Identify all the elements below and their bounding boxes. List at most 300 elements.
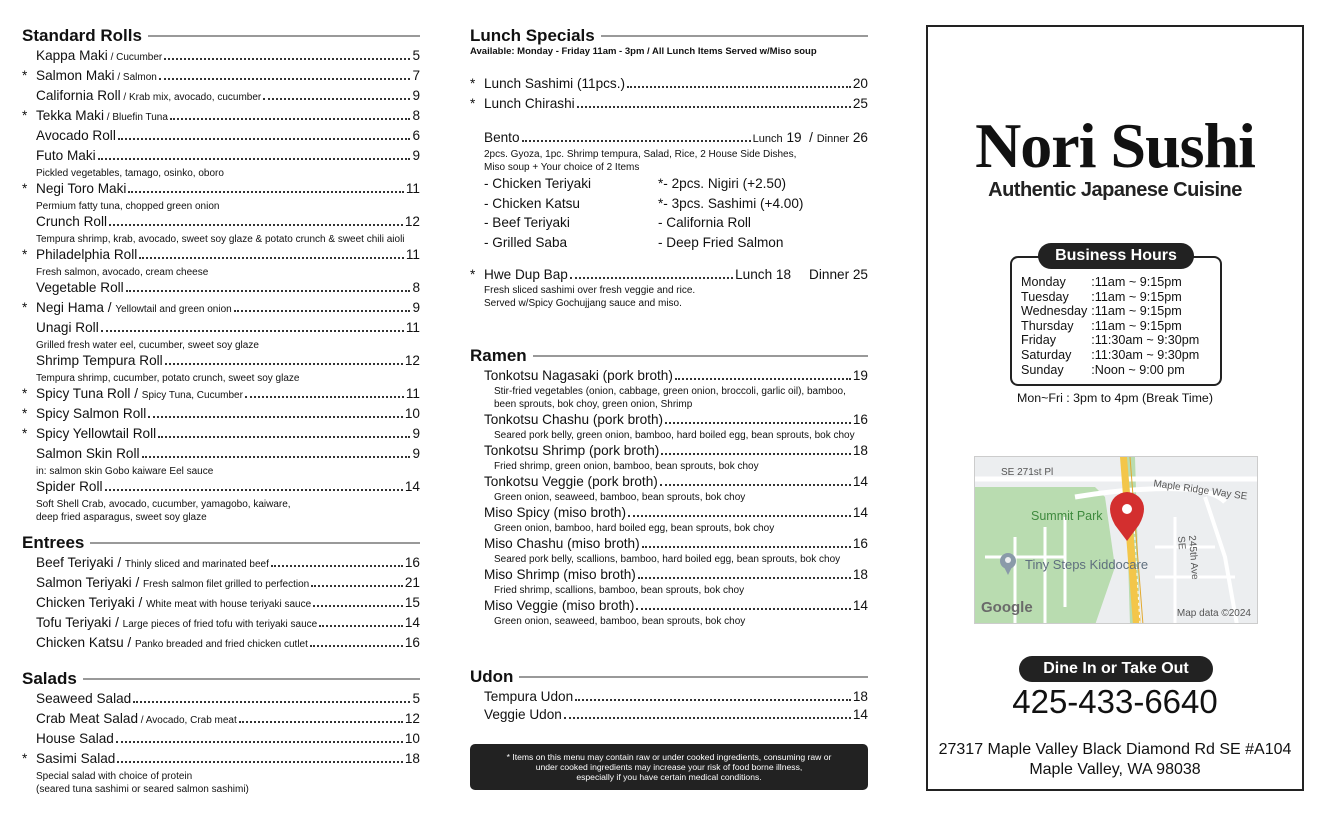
- item-desc: Pickled vegetables, tamago, osinko, oboro: [36, 168, 224, 179]
- menu-item-row: [36, 425, 420, 445]
- restaurant-name: Nori Sushi: [975, 110, 1255, 181]
- item-name-text: Lunch Chirashi: [484, 96, 575, 111]
- item-price: 12: [404, 353, 420, 368]
- menu-item-row: [36, 478, 420, 498]
- item-name: [484, 688, 573, 706]
- info-panel: [926, 25, 1304, 791]
- item-price: 16: [404, 635, 420, 650]
- hours-time: 11:30am ~ 9:30pm: [1094, 347, 1200, 362]
- item-name-text: Unagi Roll: [36, 320, 99, 335]
- menu-item-row: [484, 75, 868, 95]
- item-name: [484, 597, 634, 615]
- item-desc: Seared pork belly, scallions, bamboo, hard boiled egg, bean sprouts, bok choy: [494, 554, 841, 565]
- item-desc: Seared pork belly, green onion, bamboo, hard boiled egg, bean sprouts, bok choy: [494, 430, 855, 441]
- hwe-dup-bap-item: [470, 266, 868, 310]
- item-name: [36, 180, 126, 200]
- item-name: [36, 425, 156, 445]
- menu-item-row: [484, 597, 868, 615]
- item-price: 11: [405, 386, 420, 401]
- item-name: [484, 473, 658, 491]
- menu-item-row: [484, 367, 868, 385]
- street-label: SE 271st Pl: [1001, 467, 1054, 478]
- item-name-text: Vegetable Roll: [36, 280, 124, 295]
- item-name: [484, 566, 636, 584]
- item-price: 14: [852, 707, 868, 722]
- item-name-text: Salmon Maki: [36, 68, 115, 83]
- item-desc: Fresh sliced sashimi over fresh veggie and rice.: [484, 285, 696, 296]
- item-name-text: Seaweed Salad: [36, 691, 132, 706]
- lunch-list: [470, 75, 868, 115]
- bento-lunch-price: 19: [786, 130, 802, 145]
- item-name: [36, 634, 308, 654]
- section-title: Salads: [22, 669, 77, 688]
- bento-item: [470, 129, 868, 252]
- item-price: 11: [405, 320, 420, 335]
- item-price: 12: [404, 711, 420, 726]
- menu-item-row: [36, 750, 420, 770]
- item-name-text: Chicken Katsu /: [36, 635, 135, 650]
- menu-item-row: [36, 405, 420, 425]
- item-name-text: Miso Veggie (miso broth): [484, 598, 635, 613]
- bento-option: - Chicken Teriyaki: [484, 176, 592, 191]
- hours-sep: :: [1091, 289, 1095, 304]
- bento-option: - Beef Teriyaki: [484, 215, 570, 230]
- item-name: [484, 95, 575, 115]
- menu-item-row: [36, 213, 420, 233]
- disclaimer-line: especially if you have certain medical conditions.: [576, 772, 762, 782]
- udon-list: [470, 688, 868, 724]
- item-name-text: Negi Toro Maki: [36, 181, 127, 196]
- menu-item: [22, 127, 420, 147]
- item-name-text: Tofu Teriyaki /: [36, 615, 123, 630]
- item-name-text: Tonkotsu Nagasaki (pork broth): [484, 368, 673, 383]
- item-name-text: Spicy Tuna Roll /: [36, 386, 142, 401]
- park-label: Summit Park: [1031, 509, 1103, 523]
- item-name: [36, 385, 243, 405]
- item-desc: in: salmon skin Gobo kaiware Eel sauce: [36, 466, 214, 477]
- menu-item: [470, 566, 868, 597]
- hours-row: [1021, 333, 1199, 348]
- star-marker: *: [22, 406, 28, 421]
- item-name: [36, 405, 146, 425]
- hours-sep: :: [1091, 318, 1095, 333]
- entrees-section: [22, 532, 420, 654]
- item-name: [484, 442, 659, 460]
- menu-item-row: [36, 246, 420, 266]
- bento-lunch-label: Lunch: [752, 133, 783, 145]
- hours-title: Business Hours: [1038, 243, 1194, 269]
- item-desc: Tempura shrimp, krab, avocado, sweet soy glaze & potato crunch & sweet chili aioli: [36, 234, 405, 245]
- hours-time: 11:30am ~ 9:30pm: [1094, 333, 1200, 348]
- item-price: 9: [412, 300, 420, 315]
- section-title: Entrees: [22, 533, 85, 552]
- hours-row: [1021, 290, 1199, 305]
- item-price: 18: [852, 689, 868, 704]
- item-desc: Green onion, seaweed, bamboo, bean sprouts, bok choy: [494, 616, 746, 627]
- item-name-text: Miso Spicy (miso broth): [484, 505, 627, 520]
- item-name: [36, 319, 99, 339]
- star-marker: *: [22, 751, 28, 766]
- item-price: 9: [412, 426, 420, 441]
- item-detail: / Avocado, Crab meat: [138, 715, 237, 726]
- item-price: 14: [404, 479, 420, 494]
- menu-item: [22, 147, 420, 180]
- item-name: [36, 279, 124, 299]
- hours-sep: :: [1091, 304, 1095, 319]
- item-detail: / Cucumber: [107, 52, 163, 63]
- standard-rolls-section: [22, 25, 420, 524]
- item-detail: Yellowtail and green onion: [115, 304, 232, 315]
- item-name-text: Shrimp Tempura Roll: [36, 353, 163, 368]
- menu-item-row: [36, 47, 420, 67]
- item-desc: Permium fatty tuna, chopped green onion: [36, 201, 220, 212]
- menu-item-row: [36, 147, 420, 167]
- hours-row: [1021, 348, 1199, 363]
- item-price: 8: [412, 108, 420, 123]
- menu-item: [22, 425, 420, 445]
- hours-time: 11am ~ 9:15pm: [1094, 275, 1182, 289]
- hours-day: Saturday: [1021, 347, 1072, 362]
- hours-row: [1021, 304, 1199, 319]
- menu-item: [22, 554, 420, 574]
- star-marker: *: [470, 267, 476, 282]
- item-name-text: Kappa Maki: [36, 48, 108, 63]
- item-name: [36, 445, 140, 465]
- item-desc: Green onion, bamboo, hard boiled egg, bean sprouts, bok choy: [494, 523, 775, 534]
- item-name: [36, 246, 137, 266]
- menu-item-row: [36, 690, 420, 710]
- item-name-text: Veggie Udon: [484, 707, 562, 722]
- hours-time: 11am ~ 9:15pm: [1094, 318, 1182, 333]
- item-price: 10: [404, 731, 420, 746]
- item-name-text: Crunch Roll: [36, 214, 108, 229]
- hours-day: Friday: [1021, 333, 1056, 348]
- menu-item: [22, 690, 420, 710]
- standard-rolls-list: [22, 47, 420, 524]
- item-desc: Fresh salmon, avocado, cream cheese: [36, 267, 209, 278]
- star-marker: *: [22, 68, 28, 83]
- menu-item-row: [484, 688, 868, 706]
- menu-item-row: [36, 594, 420, 614]
- item-name-text: Chicken Teriyaki /: [36, 595, 147, 610]
- item-detail: Large pieces of fried tofu with teriyaki sauce: [122, 619, 318, 630]
- bento-desc: Miso soup + Your choice of 2 Items: [484, 162, 640, 173]
- item-price: 19: [852, 368, 868, 383]
- hours-time: 11am ~ 9:15pm: [1094, 304, 1182, 319]
- item-detail: / Salmon: [114, 72, 157, 83]
- item-price: 15: [404, 595, 420, 610]
- item-name-text: Lunch Sashimi (11pcs.): [484, 76, 626, 91]
- menu-item: [22, 246, 420, 279]
- menu-item: [22, 405, 420, 425]
- item-name-text: Philadelphia Roll: [36, 247, 138, 262]
- menu-item-row: [36, 634, 420, 654]
- item-price: 18: [852, 567, 868, 582]
- item-name-text: Miso Chashu (miso broth): [484, 536, 640, 551]
- hours-time: 11am ~ 9:15pm: [1094, 289, 1182, 304]
- menu-item: [22, 213, 420, 246]
- item-name-text: Crab Meat Salad: [36, 711, 139, 726]
- dine-in-take-out-badge: Dine In or Take Out: [1019, 656, 1213, 682]
- item-name: [36, 690, 131, 710]
- phone-number[interactable]: 425-433-6640: [1012, 683, 1218, 720]
- menu-item: [470, 597, 868, 628]
- menu-item: [22, 180, 420, 213]
- menu-item-row: [484, 411, 868, 429]
- bento-option: - Deep Fried Salmon: [658, 234, 784, 250]
- menu-item-row: [36, 352, 420, 372]
- item-name: [484, 504, 626, 522]
- star-marker: *: [22, 108, 28, 123]
- street-label: Maple Ridge Way SE: [1152, 478, 1248, 503]
- item-lunch-price: Lunch 18: [735, 267, 792, 282]
- item-name: [36, 107, 168, 127]
- item-name: [36, 67, 157, 87]
- item-price: 25: [852, 96, 868, 111]
- menu-item-row: [36, 180, 420, 200]
- item-desc: Soft Shell Crab, avocado, cucumber, yamagobo, kaiware,: [36, 499, 291, 510]
- item-dinner-price: Dinner 25: [809, 267, 868, 282]
- item-detail: Panko breaded and fried chicken cutlet: [134, 639, 308, 650]
- bento-option: - Chicken Katsu: [484, 195, 580, 211]
- item-price: 14: [852, 598, 868, 613]
- item-name-text: Negi Hama /: [36, 300, 116, 315]
- menu-item-row: [36, 279, 420, 299]
- menu-item: [470, 95, 868, 115]
- star-marker: *: [22, 247, 28, 262]
- item-name: [36, 750, 115, 770]
- hours-time: Noon ~ 9:00 pm: [1094, 362, 1185, 377]
- item-name-text: Futo Maki: [36, 148, 96, 163]
- star-marker: *: [470, 76, 476, 91]
- item-name-text: Sasimi Salad: [36, 751, 116, 766]
- menu-item-row: [36, 385, 420, 405]
- item-price: 14: [852, 505, 868, 520]
- lunch-section: [470, 25, 868, 310]
- menu-item-row: [36, 87, 420, 107]
- item-name: Hwe Dup Bap: [484, 267, 568, 282]
- menu-item-row: [36, 299, 420, 319]
- udon-section: [470, 666, 868, 724]
- item-name-text: Beef Teriyaki /: [36, 555, 125, 570]
- star-marker: *: [22, 300, 28, 315]
- item-name-text: Tonkotsu Veggie (pork broth): [484, 474, 658, 489]
- ramen-list: [470, 367, 868, 628]
- item-name-text: Spicy Yellowtail Roll: [36, 426, 157, 441]
- location-map[interactable]: [974, 456, 1258, 624]
- menu-item: [470, 504, 868, 535]
- salads-list: [22, 690, 420, 796]
- lunch-subtitle: Available: Monday - Friday 11am - 3pm / All Lunch Items Served w/Miso soup: [470, 46, 817, 57]
- menu-item-row: [484, 504, 868, 522]
- menu-item: [470, 535, 868, 566]
- item-price: 10: [404, 406, 420, 421]
- menu-item-row: [36, 710, 420, 730]
- menu-item: [22, 634, 420, 654]
- item-name-text: Avocado Roll: [36, 128, 116, 143]
- item-name-text: Spicy Salmon Roll: [36, 406, 147, 421]
- item-desc: Fried shrimp, scallions, bamboo, bean sprouts, bok choy: [494, 585, 745, 596]
- item-price: 9: [412, 446, 420, 461]
- menu-item-row: [36, 107, 420, 127]
- item-desc: Stir-fried vegetables (onion, cabbage, green onion, broccoli, garlic oil), bamboo,: [494, 386, 846, 397]
- item-price: 9: [412, 88, 420, 103]
- menu-item-row: [36, 730, 420, 750]
- menu-item: [22, 319, 420, 352]
- item-price: 18: [404, 751, 420, 766]
- item-price: 16: [852, 412, 868, 427]
- star-marker: *: [22, 181, 28, 196]
- item-name: [36, 478, 103, 498]
- item-price: 8: [412, 280, 420, 295]
- bento-options: [484, 174, 868, 252]
- bento-option: - Grilled Saba: [484, 234, 568, 250]
- item-name-text: Spider Roll: [36, 479, 103, 494]
- section-title: Lunch Specials: [470, 26, 595, 45]
- menu-item: [22, 107, 420, 127]
- star-marker: *: [22, 426, 28, 441]
- section-title: Ramen: [470, 346, 527, 365]
- item-detail: / Bluefin Tuna: [104, 112, 168, 123]
- menu-item: [22, 710, 420, 730]
- ramen-section: [470, 345, 868, 628]
- item-name-text: Salmon Skin Roll: [36, 446, 140, 461]
- item-price: 7: [412, 68, 420, 83]
- item-desc: been sprouts, bok choy, green onion, Shrimp: [494, 399, 693, 410]
- item-price: 16: [404, 555, 420, 570]
- bento-name: Bento: [484, 130, 520, 145]
- menu-item: [470, 411, 868, 442]
- hours-table: [1021, 275, 1199, 377]
- bento-option: *- 2pcs. Nigiri (+2.50): [658, 176, 787, 191]
- menu-item: [22, 750, 420, 796]
- item-name: [36, 299, 232, 319]
- item-name: [36, 352, 163, 372]
- hours-day: Thursday: [1021, 318, 1074, 333]
- menu-item: [22, 614, 420, 634]
- item-name: [36, 730, 114, 750]
- menu-item: [470, 688, 868, 706]
- item-name: [36, 147, 96, 167]
- item-desc: Special salad with choice of protein: [36, 771, 193, 782]
- menu-item: [22, 47, 420, 67]
- hours-day: Sunday: [1021, 362, 1064, 377]
- item-name: [36, 614, 317, 634]
- menu-item: [22, 574, 420, 594]
- menu-item: [22, 478, 420, 524]
- google-logo: Google: [981, 599, 1033, 616]
- item-desc: Grilled fresh water eel, cucumber, sweet soy glaze: [36, 340, 259, 351]
- menu-item-row: [36, 554, 420, 574]
- menu-item: [22, 67, 420, 87]
- item-detail: Thinly sliced and marinated beef: [124, 559, 269, 570]
- item-price: 18: [852, 443, 868, 458]
- menu-item: [470, 706, 868, 724]
- hours-row: [1021, 319, 1199, 334]
- menu-item: [22, 594, 420, 614]
- menu-item-row: [36, 319, 420, 339]
- item-price: 5: [412, 691, 420, 706]
- menu-item: [470, 442, 868, 473]
- hours-day: Wednesday: [1021, 304, 1088, 319]
- item-detail: Spicy Tuna, Cucumber: [141, 390, 243, 401]
- map-attribution: Map data ©2024: [1176, 608, 1251, 619]
- bento-dinner-label: Dinner: [816, 133, 850, 145]
- menu-item: [22, 385, 420, 405]
- item-desc: Green onion, seaweed, bamboo, bean sprouts, bok choy: [494, 492, 746, 503]
- bento-dinner-price: 26: [852, 130, 868, 145]
- place-label: Tiny Steps Kiddocare: [1025, 557, 1149, 572]
- menu-item: [22, 730, 420, 750]
- item-name-text: Tekka Maki: [36, 108, 104, 123]
- address-line: Maple Valley, WA 98038: [1029, 761, 1201, 778]
- entrees-list: [22, 554, 420, 654]
- menu-item-row: [36, 574, 420, 594]
- item-name: [36, 574, 309, 594]
- item-price: 6: [412, 128, 420, 143]
- item-name-text: Tonkotsu Shrimp (pork broth): [484, 443, 660, 458]
- hours-day: Tuesday: [1021, 289, 1069, 304]
- menu-item-row: [484, 566, 868, 584]
- bento-option: *- 3pcs. Sashimi (+4.00): [658, 195, 804, 211]
- item-price: 20: [852, 76, 868, 91]
- item-name: [484, 535, 640, 553]
- item-name: [36, 87, 261, 107]
- menu-item: [22, 299, 420, 319]
- item-name-text: Salmon Teriyaki /: [36, 575, 144, 590]
- hours-sep: :: [1091, 362, 1095, 377]
- hours-sep: :: [1091, 275, 1095, 289]
- item-desc: Served w/Spicy Gochujjang sauce and miso.: [484, 298, 682, 309]
- item-name: [36, 554, 269, 574]
- disclaimer: [470, 744, 868, 790]
- item-price: 11: [405, 181, 420, 196]
- bento-desc: 2pcs. Gyoza, 1pc. Shrimp tempura, Salad, Rice, 2 House Side Dishes,: [484, 149, 797, 160]
- item-name-text: California Roll: [36, 88, 121, 103]
- hours-day: Monday: [1021, 275, 1066, 289]
- street-label: 245th Ave SE: [1175, 535, 1201, 580]
- item-name-text: Tonkotsu Chashu (pork broth): [484, 412, 664, 427]
- item-price: 21: [404, 575, 420, 590]
- item-name: [36, 710, 237, 730]
- menu-item: [22, 87, 420, 107]
- menu-item: [470, 473, 868, 504]
- section-title: Standard Rolls: [22, 26, 142, 45]
- item-name: [36, 127, 116, 147]
- item-name: [484, 411, 663, 429]
- menu-item: [22, 352, 420, 385]
- bento-sep: /: [809, 130, 813, 145]
- item-name-text: House Salad: [36, 731, 114, 746]
- menu-item-row: [484, 95, 868, 115]
- hours-sep: :: [1091, 347, 1095, 362]
- disclaimer-line: * Items on this menu may contain raw or under cooked ingredients, consuming raw or: [506, 752, 832, 762]
- item-name: [36, 47, 162, 67]
- item-name: [36, 213, 107, 233]
- salads-section: [22, 668, 420, 796]
- menu-item-row: [484, 473, 868, 491]
- menu-item-row: [484, 535, 868, 553]
- item-price: 16: [852, 536, 868, 551]
- item-name: [484, 75, 625, 95]
- item-price: 9: [412, 148, 420, 163]
- item-price: 11: [405, 247, 420, 262]
- disclaimer-line: under cooked ingredients may increase your risk of food borne illness,: [535, 762, 803, 772]
- item-name: [484, 367, 673, 385]
- address-line: 27317 Maple Valley Black Diamond Rd SE #A104: [938, 741, 1292, 758]
- item-desc: Fried shrimp, green onion, bamboo, bean sprouts, bok choy: [494, 461, 759, 472]
- hours-row: [1021, 275, 1199, 290]
